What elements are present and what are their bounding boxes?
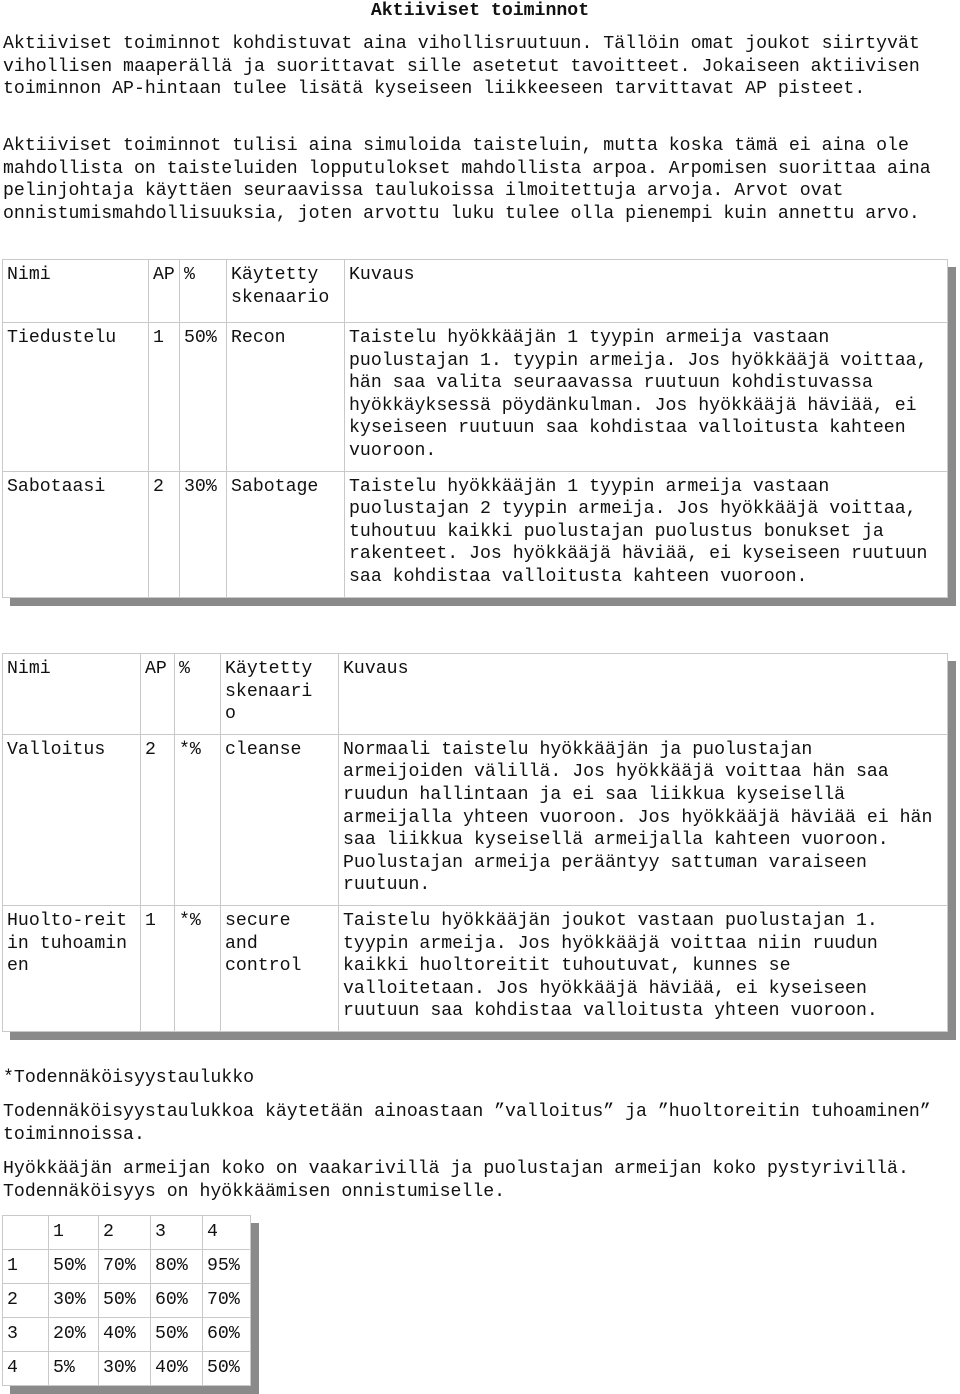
prob-cell: 30% (49, 1284, 99, 1318)
prob-cell: 40% (151, 1352, 203, 1386)
probability-table-title: *Todennäköisyystaulukko (3, 1068, 255, 1088)
prob-corner-cell (3, 1216, 49, 1250)
prob-cell: 20% (49, 1318, 99, 1352)
cell-description: Taistelu hyökkääjän joukot vastaan puolustajan 1. tyypin armeija. Jos hyökkääjä voittaa niin ruudun kaikki huoltoreitit tuhoutuvat, kunnes se valloitetaan. Jos hyökkääjä häviää, ei kyseiseen ruutuun saa kohdistaa valloitusta yhteen vuoroon. (339, 905, 948, 1031)
cell-ap: 2 (149, 471, 180, 597)
actions-table-1 (2, 259, 948, 598)
table-row (3, 323, 948, 472)
actions-table-2 (2, 653, 948, 1032)
cell-percent: 50% (180, 323, 227, 472)
prob-col-header: 4 (203, 1216, 251, 1250)
prob-row-header: 1 (3, 1250, 49, 1284)
cell-name: Sabotaasi (3, 471, 149, 597)
prob-cell: 5% (49, 1352, 99, 1386)
header-cell-ap: AP (141, 654, 175, 735)
prob-cell: 50% (99, 1284, 151, 1318)
footnote-paragraph-2: Hyökkääjän armeijan koko on vaakarivillä ja puolustajan armeijan koko pystyrivillä. Todennäköisyys on hyökkäämisen onnistumiselle. (3, 1159, 909, 1202)
prob-cell: 60% (151, 1284, 203, 1318)
prob-cell: 40% (99, 1318, 151, 1352)
prob-col-header: 2 (99, 1216, 151, 1250)
header-cell-description: Kuvaus (339, 654, 948, 735)
prob-cell: 80% (151, 1250, 203, 1284)
prob-header-row (3, 1216, 251, 1250)
cell-percent: 30% (180, 471, 227, 597)
cell-ap: 1 (141, 905, 175, 1031)
header-cell-description: Kuvaus (345, 260, 948, 323)
header-cell-scenario: Käytetty skenaari o (221, 654, 339, 735)
intro-paragraph-1: Aktiiviset toiminnot kohdistuvat aina vihollisruutuun. Tällöin omat joukot siirtyvät vihollisen maaperällä ja suorittavat sille asetetut tavoitteet. Jokaiseen aktiivisen toiminnon AP-hintaan tulee lisätä kyseiseen liikkeeseen tarvittavat AP pisteet. (3, 34, 920, 100)
cell-ap: 1 (149, 323, 180, 472)
table-row (3, 471, 948, 597)
table-row (3, 1250, 251, 1284)
cell-scenario: secure and control (221, 905, 339, 1031)
prob-col-header: 1 (49, 1216, 99, 1250)
header-cell-name: Nimi (3, 654, 141, 735)
prob-cell: 50% (203, 1352, 251, 1386)
cell-description: Normaali taistelu hyökkääjän ja puolustajan armeijoiden välillä. Jos hyökkääjä voittaa hän saa ruudun hallintaan ja ei saa liikkua kyseisellä armeijalla yhteen vuoroon. Jos hyökkääjä häviää ei hän saa liikkua kyseisellä armeijalla kahteen vuoroon. Puolustajan armeija perääntyy sattuman varaiseen ruutuun. (339, 734, 948, 905)
prob-row-header: 2 (3, 1284, 49, 1318)
cell-ap: 2 (141, 734, 175, 905)
prob-cell: 95% (203, 1250, 251, 1284)
table-header-row (3, 260, 948, 323)
cell-name: Valloitus (3, 734, 141, 905)
prob-cell: 50% (49, 1250, 99, 1284)
table-row (3, 905, 948, 1031)
header-cell-ap: AP (149, 260, 180, 323)
prob-cell: 50% (151, 1318, 203, 1352)
cell-name: Tiedustelu (3, 323, 149, 472)
table-row (3, 734, 948, 905)
cell-scenario: cleanse (221, 734, 339, 905)
prob-row-header: 3 (3, 1318, 49, 1352)
cell-description: Taistelu hyökkääjän 1 tyypin armeija vastaan puolustajan 2 tyypin armeija. Jos hyökkääjä voittaa, tuhoutuu kaikki puolustajan puolustus bonukset ja rakenteet. Jos hyökkääjä häviää, ei kyseiseen ruutuun saa kohdistaa valloitusta kahteen vuoroon. (345, 471, 948, 597)
header-cell-scenario: Käytetty skenaario (227, 260, 345, 323)
prob-cell: 70% (99, 1250, 151, 1284)
prob-col-header: 3 (151, 1216, 203, 1250)
probability-table (2, 1215, 251, 1386)
table-row (3, 1352, 251, 1386)
prob-row-header: 4 (3, 1352, 49, 1386)
page-title: Aktiiviset toiminnot (370, 1, 590, 21)
cell-name: Huolto-reitin tuhoaminen (3, 905, 141, 1031)
prob-cell: 70% (203, 1284, 251, 1318)
cell-percent: *% (175, 905, 221, 1031)
footnote-paragraph-1: Todennäköisyystaulukkoa käytetään ainoastaan ”valloitus” ja ”huoltoreitin tuhoaminen” toiminnoissa. (3, 1102, 931, 1145)
header-cell-percent: % (180, 260, 227, 323)
header-cell-percent: % (175, 654, 221, 735)
table-row (3, 1318, 251, 1352)
cell-percent: *% (175, 734, 221, 905)
table-row (3, 1284, 251, 1318)
cell-scenario: Sabotage (227, 471, 345, 597)
prob-cell: 60% (203, 1318, 251, 1352)
intro-paragraph-2: Aktiiviset toiminnot tulisi aina simuloida taisteluin, mutta koska tämä ei aina ole mahdollista on taisteluiden lopputulokset mahdollista arpoa. Arpomisen suorittaa aina pelinjohtaja käyttäen seuraavissa taulukoissa ilmoitettuja arvoja. Arvot ovat onnistumismahdollisuuksia, joten arvottu luku tulee olla pienempi kuin annettu arvo. (3, 136, 931, 224)
prob-cell: 30% (99, 1352, 151, 1386)
cell-description: Taistelu hyökkääjän 1 tyypin armeija vastaan puolustajan 1. tyypin armeija. Jos hyökkääjä voittaa, hän saa valita seuraavassa ruutuun kohdistuvassa hyökkäyksessä pöydänkulman. Jos hyökkääjä häviää, ei kyseiseen ruutuun saa kohdistaa valloitusta kahteen vuoroon. (345, 323, 948, 472)
table-header-row (3, 654, 948, 735)
header-cell-name: Nimi (3, 260, 149, 323)
cell-scenario: Recon (227, 323, 345, 472)
